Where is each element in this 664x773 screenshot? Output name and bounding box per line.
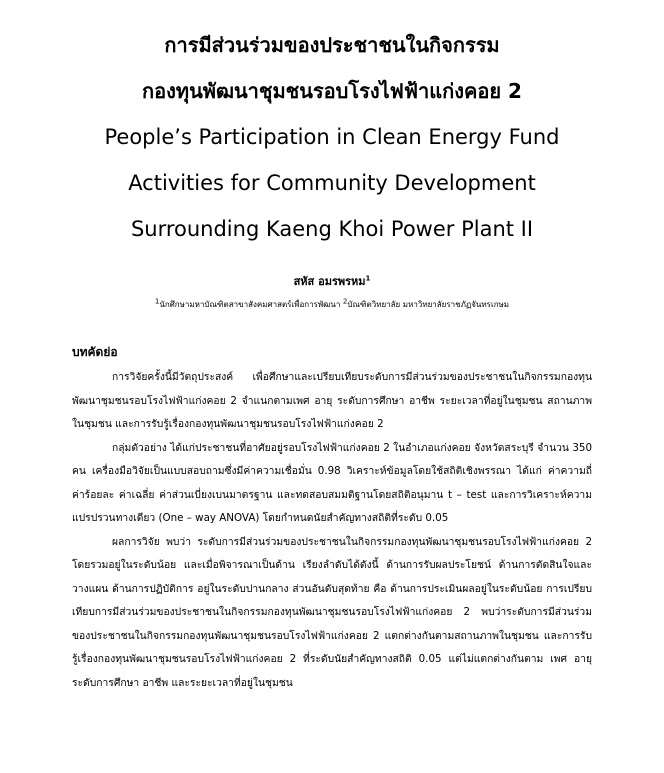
title-thai-line-2: กองทุนพัฒนาชุมชนรอบโรงไฟฟ้าแก่งคอย 2 <box>142 79 522 103</box>
title-english-line-2: Activities for Community Development <box>128 171 536 195</box>
affiliation-superscript-2: 2 <box>342 297 348 306</box>
title-block <box>0 22 664 252</box>
author-line <box>0 273 664 291</box>
author-name: สหัส อมรพรหม <box>293 275 366 288</box>
affiliation-part-1: นักศึกษามหาบัณฑิตสาขาสังคมศาสตร์เพื่อการพัฒนา <box>159 300 343 309</box>
affiliation-part-2: บัณฑิตวิทยาลัย มหาวิทยาลัยราชภัฏจันทรเกษม <box>347 300 510 309</box>
title-english-line-1: People’s Participation in Clean Energy Fund <box>104 125 560 149</box>
affiliation-line <box>0 298 664 312</box>
abstract-heading: บทคัดย่อ <box>72 345 118 359</box>
abstract-paragraph-method: กลุ่มตัวอย่าง ได้แก่ประชาชนที่อาศัยอยู่รอบโรงไฟฟ้าแก่งคอย 2 ในอำเภอแก่งคอย จังหวัดสระบุรี จำนวน 350 คน เครื่องมือวิจัยเป็นแบบสอบถามซึ่งมีค่าความเชื่อมั่น 0.98 วิเคราะห์ข้อมูลโดยใช้สถิติเชิงพรรณา ได้แก่ ค่าความถี่ ค่าร้อยละ ค่าเฉลี่ย ค่าส่วนเบี่ยงเบนมาตรฐาน และทดสอบสมมติฐานโดยสถิติอนุมาน t – test และการวิเคราะห์ความแปรปรวนทางเดียว (One – way ANOVA) โดยกำหนดนัยสำคัญทางสถิติที่ระดับ 0.05 <box>72 441 592 524</box>
title-thai-line-1: การมีส่วนร่วมของประชาชนในกิจกรรม <box>164 33 500 57</box>
title-english-line-3: Surrounding Kaeng Khoi Power Plant II <box>130 217 534 241</box>
abstract-paragraph-results: ผลการวิจัย พบว่า ระดับการมีส่วนร่วมของประชาชนในกิจกรรมกองทุนพัฒนาชุมชนรอบโรงไฟฟ้าแก่งคอย 2 โดยรวมอยู่ในระดับน้อย และเมื่อพิจารณาเป็นด้าน เรียงลำดับได้ดังนี้ ด้านการรับผลประโยชน์ ด้านการตัดสินใจและวางแผน ด้านการปฏิบัติการ อยู่ในระดับปานกลาง ส่วนอันดับสุดท้าย คือ ด้านการประเมินผลอยู่ในระดับน้อย การเปรียบเทียบการมีส่วนร่วมของประชาชนในกิจกรรมกองทุนพัฒนาชุมชนรอบโรงไฟฟ้าแก่งคอย 2 พบว่าระดับการมีส่วนร่วมของประชาชนในกิจกรรมกองทุนพัฒนาชุมชนรอบโรงไฟฟ้าแก่งคอย 2 แตกต่างกันตามสถานภาพในชุมชน และการรับรู้เรื่องกองทุนพัฒนาชุมชนรอบโรงไฟฟ้าแก่งคอย 2 ที่ระดับนัยสำคัญทางสถิติ 0.05 แต่ไม่แตกต่างกันตาม เพศ อายุ ระดับการศึกษา อาชีพ และระยะเวลาที่อยู่ในชุมชน <box>72 535 592 689</box>
abstract-paragraph-objective: การวิจัยครั้งนี้มีวัตถุประสงค์ เพื่อศึกษาและเปรียบเทียบระดับการมีส่วนร่วมของประชาชนในกิจกรรมกองทุนพัฒนาชุมชนรอบโรงไฟฟ้าแก่งคอย 2 จำแนกตามเพศ อายุ ระดับการศึกษา อาชีพ ระยะเวลาที่อยู่ในชุมชน สถานภาพในชุมชน และการรับรู้เรื่องกองทุนพัฒนาชุมชนรอบโรงไฟฟ้าแก่งคอย 2 <box>72 371 592 430</box>
author-superscript: 1 <box>365 274 371 283</box>
affiliation-superscript-1: 1 <box>154 297 160 306</box>
abstract-body <box>72 366 592 695</box>
